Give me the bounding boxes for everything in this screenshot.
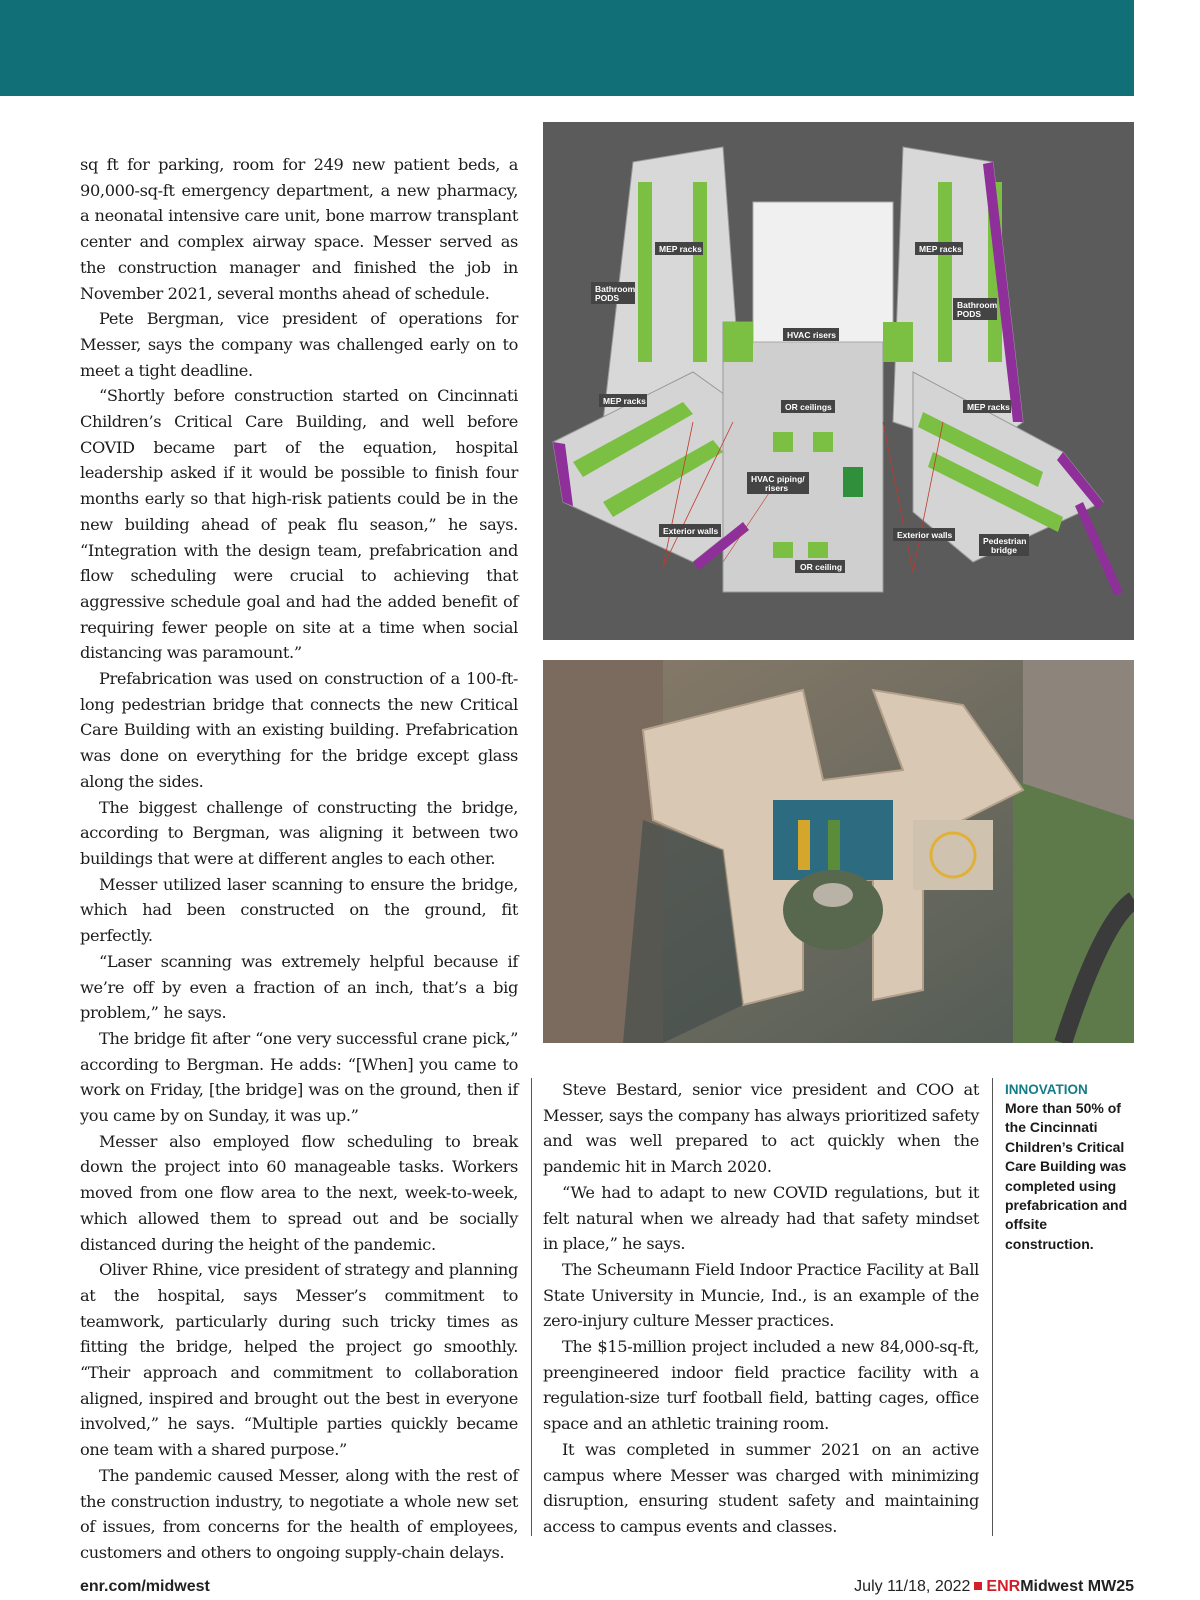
left-paragraph: Pete Bergman, vice president of operations for Messer, says the company was challenged early on to meet a tight deadline. bbox=[80, 309, 518, 380]
middle-paragraph: “We had to adapt to new COVID regulations, but it felt natural when we already had that safety mindset in place,” he says. bbox=[543, 1182, 979, 1254]
left-paragraph: The bridge fit after “one very successful crane pick,” according to Bergman. He adds: “[When] you came to work on Friday, [the bridge] was on the ground, then if you came by on Sunday, it was up.” bbox=[80, 1028, 518, 1126]
label-hvac-piping-line1: HVAC piping/ bbox=[751, 474, 805, 484]
label-exterior-walls-r: Exterior walls bbox=[897, 530, 953, 540]
middle-paragraph: The Scheumann Field Indoor Practice Facility at Ball State University in Muncie, Ind., is an example of the zero-injury culture Messer practices. bbox=[543, 1259, 979, 1331]
label-pedestrian-bridge-line1: Pedestrian bbox=[983, 536, 1027, 546]
label-mep-racks-tr: MEP racks bbox=[919, 244, 962, 254]
footer-page-number: MW25 bbox=[1087, 1578, 1134, 1595]
label-bathroom-pods-l-line2: PODS bbox=[595, 293, 620, 303]
column-divider-left bbox=[531, 1078, 532, 1536]
middle-paragraph: The $15-million project included a new 84,000-sq-ft, preengineered indoor field practice facility with a regulation-size turf football field, batting cages, office space and an athletic training room. bbox=[543, 1337, 979, 1434]
label-bathroom-pods-r-line1: Bathroom bbox=[957, 300, 998, 310]
prefab-diagram-figure bbox=[543, 122, 1134, 640]
label-hvac-risers: HVAC risers bbox=[787, 330, 836, 340]
sidebar-text: More than 50% of the Cincinnati Children’s Critical Care Building was completed using prefabrication and offsite construction. bbox=[1005, 1100, 1128, 1252]
label-or-ceiling: OR ceiling bbox=[800, 562, 843, 572]
left-paragraph: Prefabrication was used on construction of a 100-ft-long pedestrian bridge that connects the new Critical Care Building with an existing building. Prefabrication was done on everything for the bridge except glass along the sides. bbox=[80, 669, 518, 791]
label-mep-racks-mr: MEP racks bbox=[967, 402, 1010, 412]
left-paragraph: The biggest challenge of constructing the bridge, according to Bergman, was aligning it between two buildings that were at different angles to each other. bbox=[80, 797, 518, 868]
article-left-column bbox=[80, 152, 518, 1566]
middle-paragraph: Steve Bestard, senior vice president and COO at Messer, says the company has always prioritized safety and was well prepared to act quickly when the pandemic hit in March 2020. bbox=[543, 1080, 979, 1177]
left-paragraph: Messer utilized laser scanning to ensure the bridge, which had been constructed on the ground, fit perfectly. bbox=[80, 874, 518, 946]
left-paragraph: The pandemic caused Messer, along with the rest of the construction industry, to negotiate a whole new set of issues, from concerns for the health of employees, customers and others to ongoing supply-chain delays. bbox=[80, 1465, 518, 1562]
footer-folio bbox=[854, 1578, 1134, 1596]
label-exterior-walls-l: Exterior walls bbox=[663, 526, 719, 536]
sidebar-tag: INNOVATION bbox=[1005, 1082, 1088, 1097]
label-bathroom-pods-r-line2: PODS bbox=[957, 309, 982, 319]
footer-square-icon bbox=[974, 1582, 982, 1590]
left-paragraph: sq ft for parking, room for 249 new patient beds, a 90,000-sq-ft emergency department, a new pharmacy, a neonatal intensive care unit, bone marrow transplant center and complex airway space. Messer served as the construction manager and finished the job in November 2021, several months ahead of schedule. bbox=[80, 155, 518, 303]
footer-brand-enr: ENR bbox=[986, 1578, 1021, 1595]
label-or-ceilings: OR ceilings bbox=[785, 402, 832, 412]
aerial-photo-figure bbox=[543, 660, 1134, 1043]
header-color-band bbox=[0, 0, 1134, 96]
column-divider-right bbox=[992, 1078, 993, 1536]
innovation-sidebar bbox=[1005, 1080, 1137, 1254]
left-paragraph: “Laser scanning was extremely helpful because if we’re off by even a fraction of an inch, that’s a big problem,” he says. bbox=[80, 951, 518, 1023]
left-paragraph: “Shortly before construction started on Cincinnati Children’s Critical Care Building, and well before COVID became part of the equation, hospital leadership asked if it would be possible to finish four months early so that high-risk patients could be in the new building ahead of peak flu season,” he says. “Integration with the design team, prefabrication and flow scheduling were crucial to achieving that aggressive schedule goal and had the added benefit of requiring fewer people on site at a time when social distancing was paramount.” bbox=[80, 386, 518, 663]
prefab-diagram bbox=[543, 122, 1134, 640]
footer-brand-midwest: Midwest bbox=[1020, 1578, 1084, 1595]
left-paragraph: Oliver Rhine, vice president of strategy and planning at the hospital, says Messer’s commitment to teamwork, particularly during such tricky times as fitting the bridge, helped the project go smoothly. “Their approach and commitment to collaboration aligned, inspired and brought out the best in everyone involved,” he says. “Multiple parties quickly became one team with a shared purpose.” bbox=[80, 1260, 518, 1460]
label-hvac-piping-line2: risers bbox=[765, 483, 789, 493]
label-mep-racks-ml: MEP racks bbox=[603, 396, 646, 406]
article-middle-column bbox=[543, 1077, 979, 1540]
left-paragraph: Messer also employed flow scheduling to break down the project into 60 manageable tasks. Workers moved from one flow area to the next, week-to-week, which allowed them to spread out and be socially distanced during the height of the pandemic. bbox=[80, 1131, 518, 1254]
footer-url[interactable]: enr.com/midwest bbox=[80, 1578, 210, 1595]
footer-date: July 11/18, 2022 bbox=[854, 1578, 971, 1595]
label-mep-racks-tl: MEP racks bbox=[659, 244, 702, 254]
aerial-photo bbox=[543, 660, 1134, 1043]
label-bathroom-pods-l-line1: Bathroom bbox=[595, 284, 636, 294]
label-pedestrian-bridge-line2: bridge bbox=[991, 545, 1017, 555]
middle-paragraph: It was completed in summer 2021 on an active campus where Messer was charged with minimizing disruption, ensuring student safety and maintaining access to campus events and classes. bbox=[543, 1439, 979, 1536]
